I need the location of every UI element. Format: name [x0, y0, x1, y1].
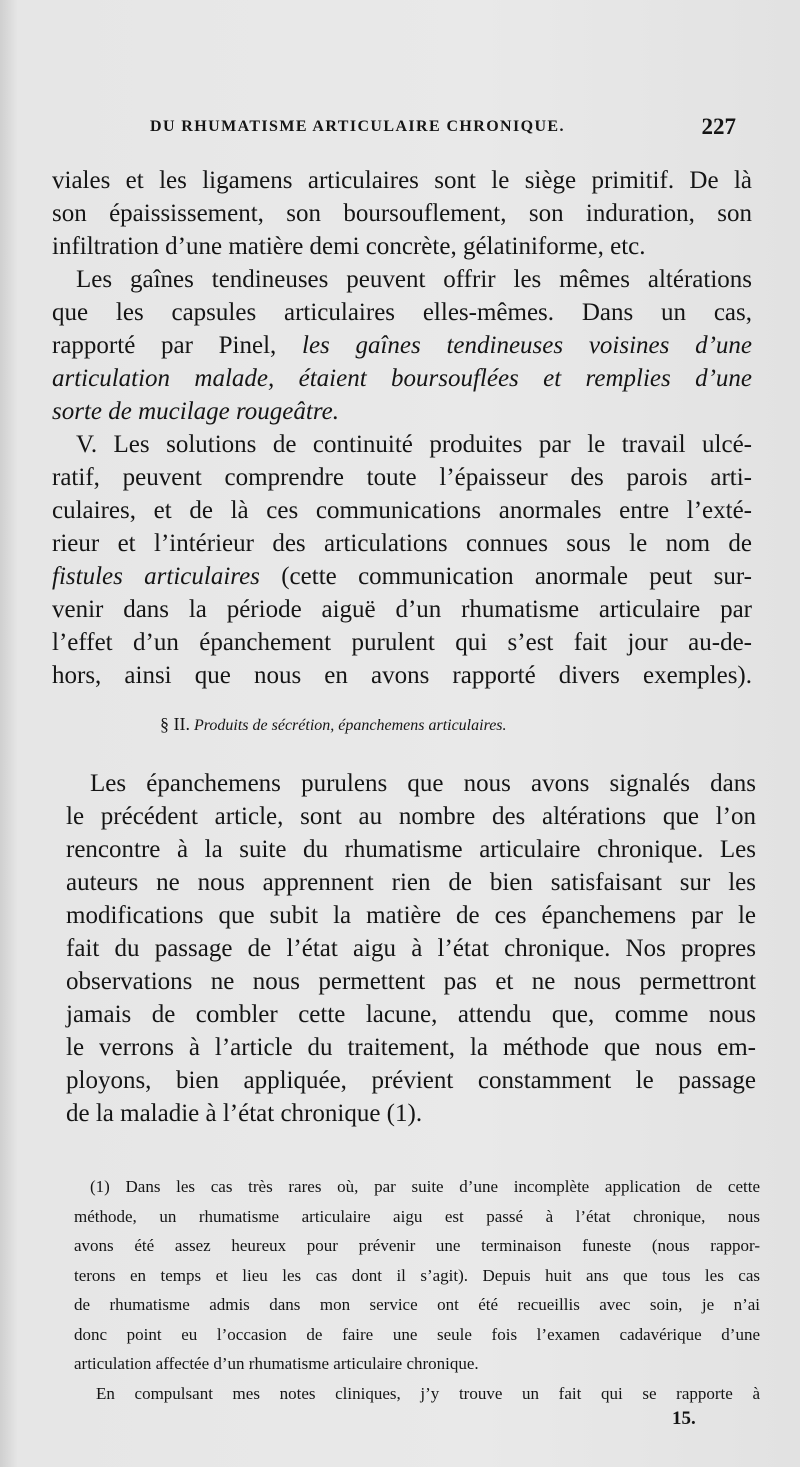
paragraph-2	[52, 263, 752, 428]
text-line: viales et les ligamens articulaires sont le siège primitif. De là	[52, 167, 752, 194]
text-line: son épaississement, son boursouflement, son induration, son	[52, 200, 752, 227]
text-line: ratif, peuvent comprendre toute l’épaisseur des parois arti-	[52, 464, 752, 491]
text-italic: les gaînes tendineuses voisines d’une	[302, 332, 752, 359]
text-line-italic: sorte de mucilage rougeâtre.	[52, 398, 339, 425]
text-line: hors, ainsi que nous en avons rapporté divers exemples).	[52, 662, 752, 689]
text-line	[52, 560, 752, 593]
text-line	[52, 329, 752, 362]
signature-mark: 15.	[672, 1408, 696, 1429]
running-title: DU RHUMATISME ARTICULAIRE CHRONIQUE.	[150, 118, 565, 135]
paragraph-3	[52, 428, 752, 692]
text-plain: (cette communication anormale peut sur-	[281, 563, 752, 590]
text-line: le verrons à l’article du traitement, la méthode que nous em-	[66, 1034, 756, 1061]
text-plain: rapporté par Pinel,	[52, 332, 277, 359]
footnote-line: avons été assez heureux pour prévenir une terminaison funeste (nous rappor-	[74, 1236, 760, 1255]
text-line: rieur et l’intérieur des articulations connues sous le nom de	[52, 530, 752, 557]
section-heading	[160, 714, 760, 735]
footnote	[74, 1172, 760, 1408]
running-header	[150, 114, 740, 144]
text-line: le précédent article, sont au nombre des altérations que l’on	[66, 803, 756, 830]
text-italic: fistules articulaires	[52, 563, 260, 590]
paragraph-4	[66, 767, 756, 1130]
text-line: ployons, bien appliquée, prévient constamment le passage	[66, 1067, 756, 1094]
body-text-top	[52, 164, 752, 692]
text-line: observations ne nous permettent pas et ne nous permettront	[66, 968, 756, 995]
footnote-line: donc point eu l’occasion de faire une seule fois l’examen cadavérique d’une	[74, 1324, 760, 1344]
section-symbol: § II.	[160, 714, 190, 734]
footnote-line: méthode, un rhumatisme articulaire aigu est passé à l’état chronique, nous	[74, 1206, 760, 1226]
text-line: infiltration d’une matière demi concrète, gélatiniforme, etc.	[52, 233, 646, 260]
footnote-line: En compulsant mes notes cliniques, j’y trouve un fait qui se rapporte à	[96, 1383, 760, 1403]
text-line: venir dans la période aiguë d’un rhumatisme articulaire par	[52, 596, 752, 623]
text-line-italic: articulation malade, étaient boursouflées et remplies d’une	[52, 365, 752, 392]
section-title: Produits de sécrétion, épanchemens articulaires.	[194, 717, 507, 734]
paragraph-1	[52, 164, 752, 263]
footnote-line: (1) Dans les cas très rares où, par suite d’une incomplète application de cette	[90, 1177, 760, 1196]
text-line: fait du passage de l’état aigu à l’état chronique. Nos propres	[66, 935, 756, 962]
text-line: auteurs ne nous apprennent rien de bien satisfaisant sur les	[66, 869, 756, 896]
footnote-line: terons en temps et lieu les cas dont il s’agit). Depuis huit ans que tous les cas	[74, 1265, 760, 1285]
text-line: Les épanchemens purulens que nous avons signalés dans	[90, 770, 756, 797]
text-line: modifications que subit la matière de ces épanchemens par le	[66, 902, 756, 929]
text-line: jamais de combler cette lacune, attendu que, comme nous	[66, 1001, 756, 1028]
footnote-line: articulation affectée d’un rhumatisme articulaire chronique.	[74, 1354, 479, 1373]
footnote-line: de rhumatisme admis dans mon service ont été recueillis avec soin, je n’ai	[74, 1295, 760, 1314]
text-line: de la maladie à l’état chronique (1).	[66, 1100, 423, 1127]
text-line: l’effet d’un épanchement purulent qui s’est fait jour au-de-	[52, 629, 752, 656]
text-line: culaires, et de là ces communications anormales entre l’exté-	[52, 497, 752, 524]
text-line: V. Les solutions de continuité produites par le travail ulcé-	[76, 431, 752, 458]
page-number: 227	[701, 114, 736, 139]
text-line: rencontre à la suite du rhumatisme articulaire chronique. Les	[66, 836, 756, 863]
text-line: Les gaînes tendineuses peuvent offrir les mêmes altérations	[76, 266, 752, 293]
text-line: que les capsules articulaires elles-mêmes. Dans un cas,	[52, 299, 752, 326]
